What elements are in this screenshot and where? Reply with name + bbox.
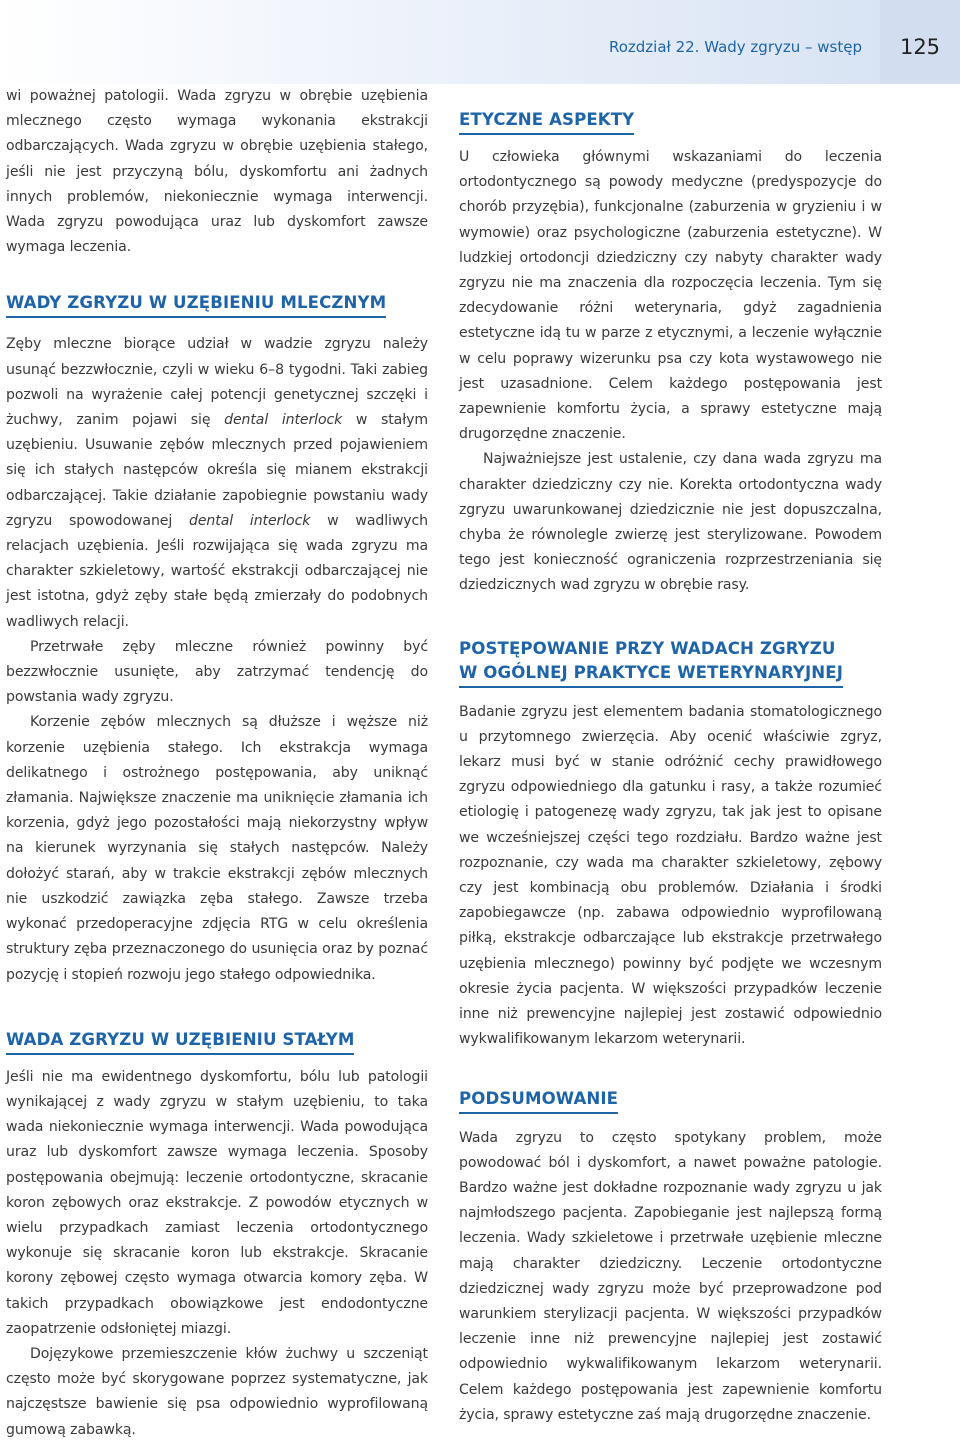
section-ethics bbox=[459, 108, 882, 599]
section-title: POSTĘPOWANIE PRZY WADACH ZGRYZU W OGÓLNEJ PRAKTYCE WETERYNARYJNEJ bbox=[459, 637, 882, 688]
section-title: WADA ZGRYZU W UZĘBIENIU STAŁYM bbox=[6, 1028, 428, 1055]
paragraph: Zęby mleczne biorące udział w wadzie zgryzu należy usunąć bezzwłocznie, czyli w wieku 6–8 tygodni. Taki zabieg pozwoli na wyrażenie całej potencji genetycznej szczęki i żuchwy, zanim pojawi się dental interlock w stałym uzębieniu. Usuwanie zębów mlecznych przed pojawieniem się ich stałych następców określa się mianem ekstrakcji odbarczającej. Takie działanie zapobiegnie powstaniu wady zgryzu spowodowanej dental interlock w wadliwych relacjach uzębienia. Jeśli rozwijająca się wada zgryzu ma charakter szkieletowy, wartość ekstrakcji odbarczającej nie jest istotna, gdyż zęby stałe będą zmierzały do podobnych wadliwych relacji. bbox=[6, 336, 428, 630]
section-title: ETYCZNE ASPEKTY bbox=[459, 108, 882, 135]
section-title: PODSUMOWANIE bbox=[459, 1087, 882, 1114]
right-column bbox=[459, 80, 882, 1428]
paragraph: Najważniejsze jest ustalenie, czy dana wada zgryzu ma charakter dziedziczny czy nie. Korekta ortodontyczna wady zgryzu uwarunkowanej dziedzicznie nie jest dopuszczalna, chyba że równolegle zwierzę jest sterylizowane. Powodem tego jest konieczność ograniczenia rozprzestrzeniania się dziedzicznych wad zgryzu w obrębie rasy. bbox=[459, 451, 882, 594]
term-italic: dental interlock bbox=[224, 412, 343, 429]
section-general-practice bbox=[459, 637, 882, 1053]
intro-paragraph: wi poważnej patologii. Wada zgryzu w obrębie uzębienia mlecznego często wymaga wykonania ekstrakcji odbarczających. Wada zgryzu w obrębie uzębienia stałego, jeśli nie jest przyczyną bólu, dyskomfortu ani żadnych innych problemów, niekoniecznie wymaga interwencji. Wada zgryzu powodująca uraz lub dyskomfort zawsze wymaga leczenia. bbox=[6, 88, 428, 256]
left-column bbox=[6, 80, 428, 1443]
running-head: Rozdział 22. Wady zgryzu – wstęp bbox=[608, 38, 862, 56]
paragraph: U człowieka głównymi wskazaniami do leczenia ortodontycznego są powody medyczne (predyspozycje do chorób przyzębia), funkcjonalne (zaburzenia w gryzieniu i w wymowie) oraz psychologiczne (zaburzenia estetyczne). W ludzkiej ortodoncji dziedziczny czy nabyty charakter wady zgryzu nie ma znaczenia dla rozpoczęcia leczenia. Tym się zdecydowanie różni weterynaria, gdyż zagadnienia estetyczne idą tu w parze z etycznymi, a leczenie wyłącznie w celu poprawy wizerunku psa czy kota wystawowego nie jest uzasadnione. Celem każdego postępowania jest zapewnienie komfortu życia, a sprawy estetyczne mają drugorzędne znaczenie. bbox=[459, 149, 882, 443]
paragraph: Korzenie zębów mlecznych są dłuższe i węższe niż korzenie uzębienia stałego. Ich ekstrakcja wymaga delikatnego i ostrożnego postępowania, aby uniknąć złamania. Największe znaczenie ma uniknięcie złamania ich korzenia, gdyż jego pozostałości mają niekorzystny wpływ na kierunek wyrzynania się stałych następców. Należy dołożyć starań, aby w trakcie ekstrakcji zębów mlecznych nie uszkodzić zawiązka zęba stałego. Zawsze trzeba wykonać przedoperacyjne zdjęcia RTG w celu określenia struktury zęba przeznaczonego do usunięcia oraz by poznać pozycję i stopień rozwoju jego stałego odpowiednika. bbox=[6, 714, 428, 983]
section-summary bbox=[459, 1087, 882, 1428]
paragraph: Jeśli nie ma ewidentnego dyskomfortu, bólu lub patologii wynikającej z wady zgryzu w stałym uzębieniu, to taka wada niekoniecznie wymaga interwencji. Wada powodująca uraz lub dyskomfort zawsze wymaga leczenia. Sposoby postępowania obejmują: leczenie ortodontyczne, skracanie koron zębowych oraz ekstrakcje. Z powodów etycznych w wielu przypadkach zamiast leczenia ortodontycznego wykonuje się skracanie koron lub ekstrakcje. Skracanie korony zębowej często wymaga otwarcia komory zęba. W takich przypadkach obowiązkowe jest endodontyczne zaopatrzenie odsłoniętej miazgi. bbox=[6, 1068, 428, 1337]
page-number: 125 bbox=[899, 35, 941, 59]
section-permanent-teeth bbox=[6, 1028, 428, 1443]
section-title: WADY ZGRYZU W UZĘBIENIU MLECZNYM bbox=[6, 291, 428, 318]
paragraph: Wada zgryzu to często spotykany problem, może powodować ból i dyskomfort, a nawet poważne patologie. Bardzo ważne jest dokładne rozpoznanie wady zgryzu u jak najmłodszego pacjenta. Zapobieganie jest najlepszą formą leczenia. Wady szkieletowe i przetrwałe uzębienie mleczne mają charakter dziedziczny. Leczenie ortodontyczne dziedzicznej wady zgryzu może być przeprowadzone pod warunkiem sterylizacji pacjenta. W większości przypadków leczenie inne niż prewencyjne najlepiej jest zostawić odpowiednio wykwalifikowanym lekarzom weterynarii. Celem każdego postępowania jest zapewnienie komfortu życia, sprawy estetyczne zaś mają drugorzędne znaczenie. bbox=[459, 1129, 882, 1423]
paragraph: Przetrwałe zęby mleczne również powinny być bezzwłocznie usunięte, aby zatrzymać tendencję do powstania wady zgryzu. bbox=[6, 638, 428, 706]
paragraph: Badanie zgryzu jest elementem badania stomatologicznego u przytomnego zwierzęcia. Aby ocenić właściwie zgryz, lekarz musi być w stanie odróżnić cechy prawidłowego zgryzu odpowiedniego dla gatunku i rasy, a także rozumieć etiologię i patogenezę wady zgryzu, tak jak jest to opisane we wcześniejszej części tego rozdziału. Bardzo ważne jest rozpoznanie, czy wada ma charakter szkieletowy, zębowy czy jest kombinacją obu problemów. Działania i środki zapobiegawcze (np. zabawa odpowiednio wyprofilowaną piłką, ekstrakcje odbarczające lub ekstrakcje przetrwałego uzębienia mlecznego) powinny być podjęte we wczesnym okresie życia pacjenta. W większości przypadków leczenie inne niż prewencyjne najlepiej jest zostawić odpowiednio wykwalifikowanym lekarzom weterynarii. bbox=[459, 703, 882, 1048]
paragraph: Dojęzykowe przemieszczenie kłów żuchwy u szczeniąt często może być skorygowane poprzez systematyczne, jak najczęstsze bawienie się psa odpowiednio wyprofilowaną gumową zabawką. bbox=[6, 1345, 428, 1438]
section-primary-teeth bbox=[6, 291, 428, 987]
term-italic: dental interlock bbox=[189, 512, 311, 529]
